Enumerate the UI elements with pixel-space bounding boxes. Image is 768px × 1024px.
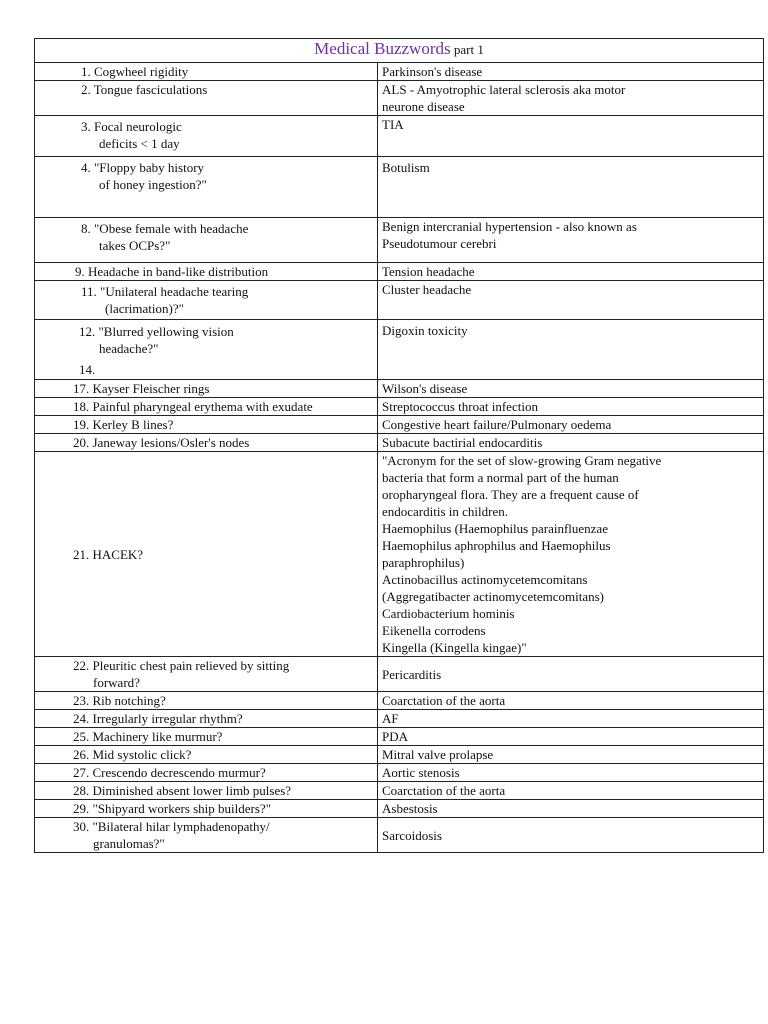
table-row — [35, 782, 764, 800]
question-line: takes OCPs?" — [99, 238, 171, 253]
question-line: 27. Crescendo decrescendo murmur? — [73, 765, 266, 780]
table-row — [35, 281, 764, 320]
answer-cell — [378, 818, 764, 853]
answer-line: Haemophilus aphrophilus and Haemophilus — [382, 538, 611, 553]
question-line: 4. "Floppy baby history — [81, 160, 205, 175]
table-row — [35, 263, 764, 281]
question-line: 12. "Blurred yellowing vision — [79, 324, 234, 339]
answer-line: Asbestosis — [382, 801, 438, 816]
answer-cell — [378, 657, 764, 692]
question-line: 21. HACEK? — [73, 546, 144, 562]
table-row — [35, 800, 764, 818]
table-row — [35, 710, 764, 728]
answer-line: Benign intercranial hypertension - also known as — [382, 219, 637, 234]
question-line: 19. Kerley B lines? — [73, 417, 174, 432]
answer-line: Streptococcus throat infection — [382, 399, 538, 414]
answer-cell — [378, 157, 764, 218]
title-row — [35, 39, 764, 63]
question-cell — [35, 263, 378, 281]
question-line: of honey ingestion?" — [99, 177, 207, 192]
answer-line: Aortic stenosis — [382, 765, 460, 780]
question-cell — [35, 728, 378, 746]
question-cell — [35, 800, 378, 818]
answer-cell — [378, 398, 764, 416]
answer-line: oropharyngeal flora. They are a frequent cause of — [382, 487, 639, 502]
answer-line: Haemophilus (Haemophilus parainfluenzae — [382, 521, 608, 536]
table-row — [35, 320, 764, 380]
question-line: 20. Janeway lesions/Osler's nodes — [73, 435, 250, 450]
question-line: 29. "Shipyard workers ship builders?" — [73, 801, 272, 816]
answer-cell — [378, 320, 764, 380]
question-cell — [35, 434, 378, 452]
question-line: 8. "Obese female with headache — [81, 221, 249, 236]
answer-cell — [378, 710, 764, 728]
title-main: Medical Buzzwords — [314, 39, 451, 58]
question-cell — [35, 657, 378, 692]
question-line: 3. Focal neurologic — [81, 119, 182, 134]
answer-cell — [378, 116, 764, 157]
question-line: 30. "Bilateral hilar lymphadenopathy/ — [73, 819, 270, 834]
answer-line: paraphrophilus) — [382, 555, 465, 570]
question-line: (lacrimation)?" — [105, 301, 184, 316]
question-line: forward? — [93, 675, 140, 690]
answer-cell — [378, 218, 764, 263]
answer-line: "Acronym for the set of slow-growing Gram negative — [382, 453, 662, 468]
question-line: 25. Machinery like murmur? — [73, 729, 223, 744]
answer-line: Cluster headache — [382, 282, 472, 297]
answer-cell — [378, 692, 764, 710]
table-row — [35, 746, 764, 764]
table-row — [35, 416, 764, 434]
answer-cell — [378, 764, 764, 782]
table-row — [35, 63, 764, 81]
question-line: headache?" — [99, 341, 159, 356]
question-cell — [35, 218, 378, 263]
question-cell — [35, 116, 378, 157]
question-cell — [35, 416, 378, 434]
answer-line: Eikenella corrodens — [382, 623, 486, 638]
answer-line: bacteria that form a normal part of the human — [382, 470, 619, 485]
question-cell — [35, 63, 378, 81]
answer-line: ALS - Amyotrophic lateral sclerosis aka motor — [382, 82, 626, 97]
question-cell — [35, 692, 378, 710]
answer-line: Pseudotumour cerebri — [382, 236, 497, 251]
answer-line: Wilson's disease — [382, 381, 468, 396]
table-row — [35, 818, 764, 853]
question-cell — [35, 746, 378, 764]
answer-cell — [378, 263, 764, 281]
table-row — [35, 728, 764, 746]
answer-line: Congestive heart failure/Pulmonary oedema — [382, 417, 612, 432]
table-row — [35, 657, 764, 692]
answer-cell — [378, 452, 764, 657]
answer-line: neurone disease — [382, 99, 465, 114]
answer-cell — [378, 800, 764, 818]
answer-line: Mitral valve prolapse — [382, 747, 494, 762]
answer-line: Coarctation of the aorta — [382, 783, 506, 798]
question-line: 28. Diminished absent lower limb pulses? — [73, 783, 292, 798]
answer-line: Cardiobacterium hominis — [382, 606, 515, 621]
question-cell — [35, 764, 378, 782]
table-title — [35, 39, 764, 63]
answer-line: PDA — [382, 729, 409, 744]
question-line: 22. Pleuritic chest pain relieved by sitting — [73, 658, 290, 673]
question-cell — [35, 157, 378, 218]
question-cell — [35, 380, 378, 398]
answer-cell — [378, 416, 764, 434]
table-row — [35, 764, 764, 782]
answer-cell — [378, 281, 764, 320]
answer-line: Kingella (Kingella kingae)" — [382, 640, 527, 655]
question-line: 23. Rib notching? — [73, 693, 166, 708]
table-row — [35, 452, 764, 657]
question-cell — [35, 452, 378, 657]
answer-line: Botulism — [382, 160, 430, 175]
table-row — [35, 116, 764, 157]
answer-cell — [378, 746, 764, 764]
answer-line: Tension headache — [382, 264, 475, 279]
answer-cell — [378, 380, 764, 398]
question-line: 18. Painful pharyngeal erythema with exudate — [73, 399, 313, 414]
answer-line: Coarctation of the aorta — [382, 693, 506, 708]
question-line: deficits < 1 day — [99, 136, 180, 151]
table-row — [35, 692, 764, 710]
title-sub: part 1 — [453, 42, 484, 57]
question-line: 11. "Unilateral headache tearing — [81, 284, 249, 299]
table-row — [35, 398, 764, 416]
question-cell — [35, 782, 378, 800]
answer-line: Sarcoidosis — [382, 827, 442, 843]
table-row — [35, 81, 764, 116]
question-cell — [35, 398, 378, 416]
question-cell — [35, 320, 378, 380]
answer-cell — [378, 81, 764, 116]
answer-line: Pericarditis — [382, 666, 442, 682]
question-line: 24. Irregularly irregular rhythm? — [73, 711, 243, 726]
table-row — [35, 218, 764, 263]
question-cell — [35, 818, 378, 853]
table-row — [35, 380, 764, 398]
question-line: 2. Tongue fasciculations — [81, 82, 208, 97]
question-line: 17. Kayser Fleischer rings — [73, 381, 210, 396]
answer-cell — [378, 728, 764, 746]
answer-line: endocarditis in children. — [382, 504, 508, 519]
buzzwords-table — [34, 38, 764, 853]
question-line: 1. Cogwheel rigidity — [81, 64, 189, 79]
answer-line: Subacute bactirial endocarditis — [382, 435, 543, 450]
answer-line: Actinobacillus actinomycetemcomitans — [382, 572, 588, 587]
question-line: 26. Mid systolic click? — [73, 747, 192, 762]
answer-line: TIA — [382, 117, 404, 132]
question-line: granulomas?" — [93, 836, 165, 851]
question-cell — [35, 710, 378, 728]
question-line: 14. — [79, 362, 96, 377]
answer-line: Parkinson's disease — [382, 64, 483, 79]
answer-line: AF — [382, 711, 399, 726]
answer-line: Digoxin toxicity — [382, 323, 468, 338]
table-row — [35, 157, 764, 218]
answer-cell — [378, 63, 764, 81]
question-cell — [35, 81, 378, 116]
question-cell — [35, 281, 378, 320]
table-row — [35, 434, 764, 452]
answer-cell — [378, 434, 764, 452]
question-line: 9. Headache in band-like distribution — [75, 264, 269, 279]
answer-cell — [378, 782, 764, 800]
answer-line: (Aggregatibacter actinomycetemcomitans) — [382, 589, 604, 604]
